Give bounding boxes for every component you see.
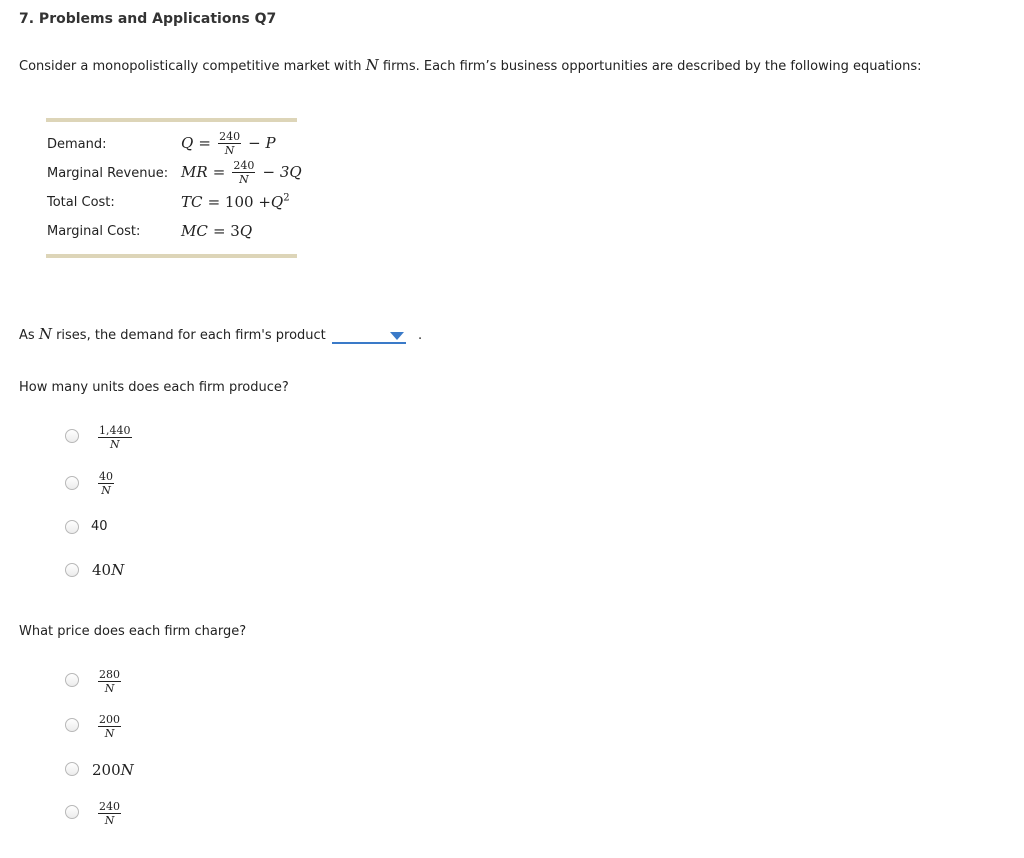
price-option-2-numerator: 200 <box>99 713 120 726</box>
price-option-1-radio[interactable] <box>65 673 79 687</box>
tc-equals: = 100 + <box>207 193 271 211</box>
mc-lhs: MC <box>181 222 208 240</box>
units-option-1-radio[interactable] <box>65 429 79 443</box>
intro-text-after: firms. Each firm’s business opportunities are described by the following equations: <box>382 59 922 74</box>
price-option-2-radio[interactable] <box>65 718 79 732</box>
demand-change-dropdown[interactable] <box>332 326 406 344</box>
tc-equation <box>181 192 290 211</box>
units-option-4-label[interactable] <box>92 560 124 579</box>
question-demand-change <box>19 325 422 344</box>
units-option-4-var: N <box>111 561 125 579</box>
price-option-3-coefficient: 200 <box>92 761 121 779</box>
question-title: 7. Problems and Applications Q7 <box>19 11 277 27</box>
units-option-3-radio[interactable] <box>65 520 79 534</box>
price-option-4-numerator: 240 <box>99 800 120 813</box>
dropdown-arrow-icon[interactable] <box>390 332 404 340</box>
mr-fraction <box>232 160 255 185</box>
demand-fraction <box>218 131 241 156</box>
q1-period: . <box>418 328 423 343</box>
equations-top-rule <box>46 118 297 122</box>
units-option-2-radio[interactable] <box>65 476 79 490</box>
price-option-4-radio[interactable] <box>65 805 79 819</box>
units-option-1-numerator: 1,440 <box>99 424 131 437</box>
demand-equation <box>181 131 276 156</box>
q1-suffix: rises, the demand for each firm's product <box>56 328 326 343</box>
mc-equals: = 3 <box>212 222 240 240</box>
intro-text <box>19 56 921 74</box>
price-option-4-fraction <box>98 801 121 826</box>
units-option-3-label[interactable]: 40 <box>91 519 108 534</box>
q1-prefix: As <box>19 328 35 343</box>
price-option-3-var: N <box>120 761 134 779</box>
mc-term: Q <box>239 222 253 240</box>
units-option-2-numerator: 40 <box>99 470 113 483</box>
demand-equals: = <box>198 134 211 152</box>
mr-rest: − 3Q <box>262 163 302 181</box>
equations-bottom-rule <box>46 254 297 258</box>
demand-denominator: N <box>224 144 235 157</box>
units-option-1-fraction <box>98 425 132 450</box>
demand-label: Demand: <box>47 137 107 152</box>
tc-term: Q <box>270 193 284 211</box>
price-option-1-denominator: N <box>104 682 115 695</box>
tc-label: Total Cost: <box>47 195 115 210</box>
tc-exponent: 2 <box>283 192 290 204</box>
price-option-1-numerator: 280 <box>99 668 120 681</box>
question-units-produced: How many units does each firm produce? <box>19 380 289 395</box>
price-option-1-fraction <box>98 669 121 694</box>
price-option-2-denominator: N <box>104 727 115 740</box>
mr-equation <box>181 160 302 185</box>
units-option-1-denominator: N <box>109 438 120 451</box>
price-option-4-denominator: N <box>104 814 115 827</box>
question-price-charged: What price does each firm charge? <box>19 624 247 639</box>
q1-var-n: N <box>38 325 52 343</box>
mc-label: Marginal Cost: <box>47 224 141 239</box>
price-option-2-fraction <box>98 714 121 739</box>
units-option-2-fraction <box>98 471 114 496</box>
demand-lhs: Q <box>181 134 194 152</box>
units-option-2-denominator: N <box>101 484 111 497</box>
mr-lhs: MR <box>181 163 208 181</box>
mc-equation <box>181 221 252 240</box>
price-option-2-label[interactable] <box>96 714 123 739</box>
price-option-1-label[interactable] <box>96 669 123 694</box>
mr-denominator: N <box>239 173 249 186</box>
units-option-4-radio[interactable] <box>65 563 79 577</box>
mr-numerator: 240 <box>233 159 255 172</box>
demand-rest: − P <box>248 134 276 152</box>
mr-label: Marginal Revenue: <box>47 166 169 181</box>
demand-numerator: 240 <box>219 130 241 143</box>
units-option-1-label[interactable] <box>96 425 134 450</box>
price-option-3-label[interactable] <box>92 760 134 779</box>
price-option-3-radio[interactable] <box>65 762 79 776</box>
mr-equals: = <box>212 163 226 181</box>
price-option-4-label[interactable] <box>96 801 123 826</box>
tc-lhs: TC <box>181 193 203 211</box>
units-option-4-coefficient: 40 <box>92 561 112 579</box>
intro-text-before: Consider a monopolistically competitive market with <box>19 59 362 74</box>
units-option-2-label[interactable] <box>96 471 116 496</box>
intro-var-n: N <box>365 56 379 74</box>
